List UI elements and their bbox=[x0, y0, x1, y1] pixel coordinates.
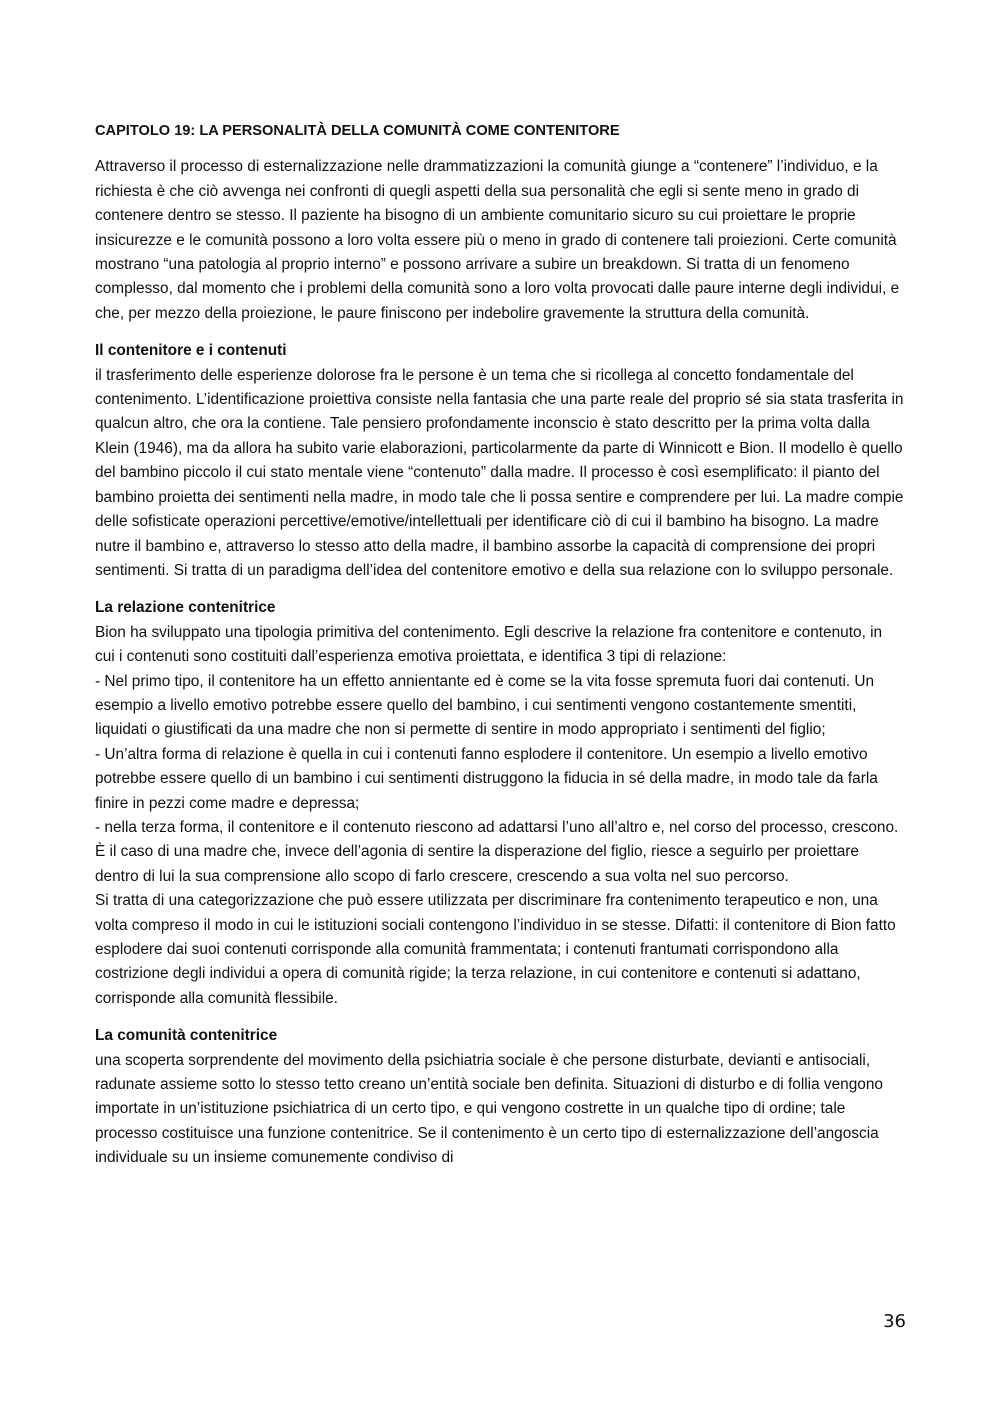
list-item: - Nel primo tipo, il contenitore ha un effetto annientante ed è come se la vita fosse spremuta fuori dai contenuti. Un esempio a livello emotivo potrebbe essere quello del bambino, i cui sentimenti vengono costantemente smentiti, liquidati o giustificati da una madre che non si permette di sentire in modo appropriato i sentimenti del figlio; bbox=[95, 672, 875, 739]
section-relazione-contenitrice bbox=[95, 596, 905, 1011]
section-body: una scoperta sorprendente del movimento della psichiatria sociale è che persone disturbate, devianti e antisociali, radunate assieme sotto lo stesso tetto creano un’entità sociale ben definita. Situazioni di disturbo e di follia vengono importate in un’istituzione psichiatrica di un certo tipo, e qui vengono costrette in un qualche tipo di ordine; tale processo costituisce una funzione contenitrice. Se il contenimento è un certo tipo di esternalizzazione dell’angoscia individuale su un insieme comunemente condiviso di bbox=[95, 1051, 883, 1167]
section-intro: Bion ha sviluppato una tipologia primitiva del contenimento. Egli descrive la relazione fra contenitore e contenuto, in cui i contenuti sono costituiti dall’esperienza emotiva proiettata, e identifica 3 tipi di relazione: bbox=[95, 623, 883, 666]
section-heading: La comunità contenitrice bbox=[95, 1027, 278, 1045]
section-contenitore-contenuti bbox=[95, 339, 905, 583]
section-body: il trasferimento delle esperienze dolorose fra le persone è un tema che si ricollega al concetto fondamentale del contenimento. L’identificazione proiettiva consiste nella fantasia che una parte reale del proprio sé sia stata trasferita in qualcun altro, che ora la contiene. Tale pensiero profondamente inconscio è stato descritto per la prima volta dalla Klein (1946), ma da allora ha subito varie elaborazioni, particolarmente da parte di Winnicott e Bion. Il modello è quello del bambino piccolo il cui stato mentale viene “contenuto” dalla madre. Il processo è così esemplificato: il pianto del bambino proietta dei sentimenti nella madre, in modo tale che li possa sentire e comprendere per lui. La madre compie delle sofisticate operazioni percettive/emotive/intellettuali per identificare ciò di cui il bambino ha bisogno. La madre nutre il bambino e, attraverso lo stesso atto della madre, il bambino assorbe la capacità di comprensione dei propri sentimenti. Si tratta di un paradigma dell’idea del contenitore emotivo e della sua relazione con lo sviluppo personale. bbox=[95, 366, 904, 579]
section-conclusion: Si tratta di una categorizzazione che può essere utilizzata per discriminare fra contenimento terapeutico e non, una volta compreso il modo in cui le istituzioni sociali contengono l’individuo in se stesse. Difatti: il contenitore di Bion fatto esplodere dai suoi contenuti corrisponde alla comunità frammentata; i contenuti frantumati corrispondono alla costrizione degli individui a opera di comunità rigide; la terza relazione, in cui contenitore e contenuti si adattano, corrisponde alla comunità flessibile. bbox=[95, 892, 896, 1007]
page-number: 36 bbox=[883, 1311, 906, 1332]
section-heading: La relazione contenitrice bbox=[95, 599, 276, 617]
document-page bbox=[95, 119, 905, 1184]
list-item: - nella terza forma, il contenitore e il contenuto riescono ad adattarsi l’uno all’altro e, nel corso del processo, crescono. È il caso di una madre che, invece dell’agonia di sentire la disperazione del figlio, riesce a seguirlo per proiettare dentro di lui la sua comprensione allo scopo di farlo crescere, crescendo a sua volta nel suo percorso. bbox=[95, 818, 899, 885]
intro-paragraph: Attraverso il processo di esternalizzazione nelle drammatizzazioni la comunità giunge a “contenere” l’individuo, e la richiesta è che ciò avvenga nei confronti di quegli aspetti della sua personalità che egli si sente meno in grado di contenere dentro se stesso. Il paziente ha bisogno di un ambiente comunitario sicuro su cui proiettare le proprie insicurezze e le comunità possono a loro volta essere più o meno in grado di contenere tali proiezioni. Certe comunità mostrano “una patologia al proprio interno” e possono arrivare a subire un breakdown. Si tratta di un fenomeno complesso, dal momento che i problemi della comunità sono a loro volta provocati dalle paure interne degli individui, e che, per mezzo della proiezione, le paure finiscono per indebolire gravemente la struttura della comunità. bbox=[95, 158, 900, 322]
section-comunita-contenitrice bbox=[95, 1024, 905, 1170]
chapter-title: CAPITOLO 19: LA PERSONALITÀ DELLA COMUNITÀ COME CONTENITORE bbox=[95, 123, 620, 139]
list-item: - Un’altra forma di relazione è quella in cui i contenuti fanno esplodere il contenitore. Un esempio a livello emotivo potrebbe essere quello di un bambino i cui sentimenti distruggono la fiducia in sé della madre, in modo tale da farla finire in pezzi come madre e depressa; bbox=[95, 745, 878, 812]
section-heading: Il contenitore e i contenuti bbox=[95, 342, 287, 360]
